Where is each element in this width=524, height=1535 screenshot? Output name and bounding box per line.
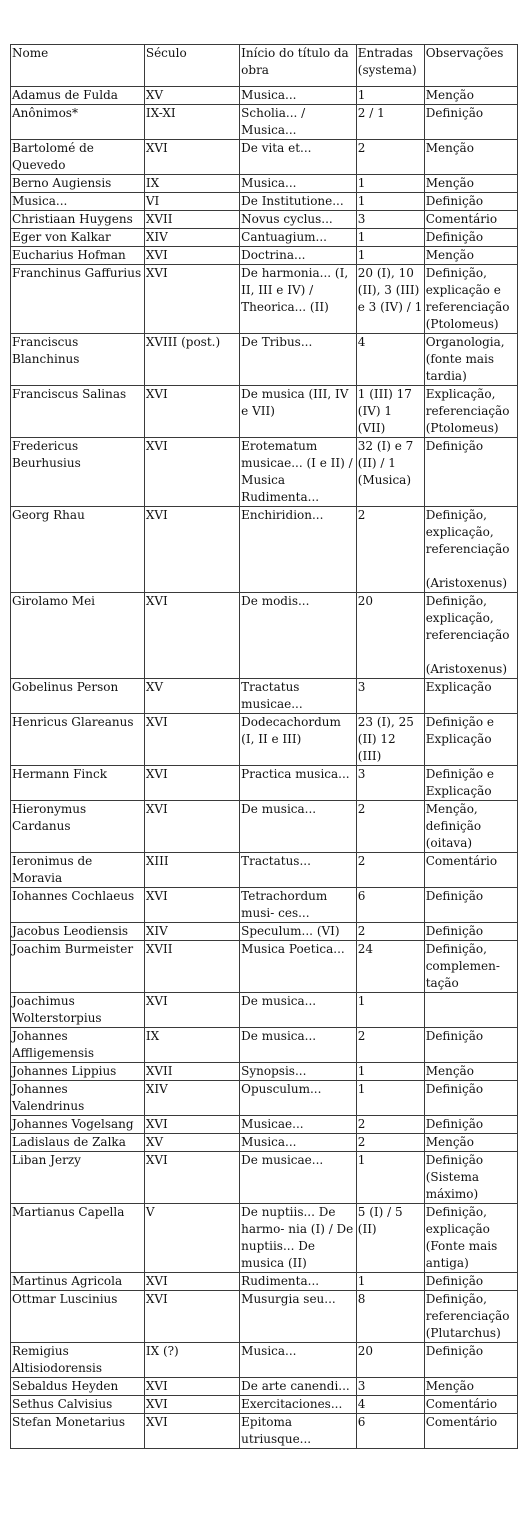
header-titulo: Início do título da obra xyxy=(240,45,357,87)
table-row xyxy=(11,1116,518,1134)
cell-titulo: De vita et... xyxy=(240,140,357,175)
table-row xyxy=(11,941,518,993)
cell-titulo: Novus cyclus... xyxy=(240,211,357,229)
cell-entradas: 1 xyxy=(356,1152,424,1204)
cell-entradas: 6 xyxy=(356,1414,424,1449)
table-body xyxy=(11,87,518,1449)
table-row xyxy=(11,265,518,334)
cell-nome: Anônimos* xyxy=(11,105,145,140)
cell-seculo: XVI xyxy=(144,1378,239,1396)
table-row xyxy=(11,1291,518,1343)
cell-nome: Musica... xyxy=(11,193,145,211)
table-row xyxy=(11,801,518,853)
cell-observacoes: Menção xyxy=(424,140,517,175)
cell-titulo: De Institutione... xyxy=(240,193,357,211)
cell-entradas: 1 xyxy=(356,1273,424,1291)
cell-titulo: Musica... xyxy=(240,1134,357,1152)
cell-observacoes: Organologia, (fonte mais tardia) xyxy=(424,334,517,386)
table-row xyxy=(11,386,518,438)
cell-nome: Martianus Capella xyxy=(11,1204,145,1273)
table-row xyxy=(11,714,518,766)
cell-titulo: De musicae... xyxy=(240,1152,357,1204)
header-observacoes: Observações xyxy=(424,45,517,87)
cell-entradas: 2 xyxy=(356,507,424,593)
table-row xyxy=(11,193,518,211)
cell-titulo: De musica... xyxy=(240,993,357,1028)
cell-seculo: XV xyxy=(144,1134,239,1152)
table-row xyxy=(11,1028,518,1063)
cell-titulo: De musica... xyxy=(240,1028,357,1063)
cell-titulo: Scholia... / Musica... xyxy=(240,105,357,140)
cell-titulo: Enchiridion... xyxy=(240,507,357,593)
cell-entradas: 1 xyxy=(356,247,424,265)
table-row xyxy=(11,888,518,923)
cell-entradas: 2 xyxy=(356,1116,424,1134)
table-row xyxy=(11,993,518,1028)
cell-entradas: 1 xyxy=(356,175,424,193)
table-row xyxy=(11,853,518,888)
cell-seculo: XIV xyxy=(144,1081,239,1116)
cell-seculo: XVI xyxy=(144,1396,239,1414)
cell-entradas: 20 xyxy=(356,1343,424,1378)
cell-observacoes: Menção xyxy=(424,1378,517,1396)
cell-observacoes: Definição xyxy=(424,1116,517,1134)
cell-nome: Franciscus Salinas xyxy=(11,386,145,438)
cell-titulo: Synopsis... xyxy=(240,1063,357,1081)
header-entradas: Entradas (systema) xyxy=(356,45,424,87)
cell-titulo: De Tribus... xyxy=(240,334,357,386)
cell-observacoes: Menção xyxy=(424,1063,517,1081)
cell-seculo: XVI xyxy=(144,1414,239,1449)
table-row xyxy=(11,507,518,593)
cell-seculo: XVI xyxy=(144,265,239,334)
cell-seculo: IX xyxy=(144,1028,239,1063)
header-nome: Nome xyxy=(11,45,145,87)
cell-seculo: XVI xyxy=(144,714,239,766)
cell-seculo: XIV xyxy=(144,229,239,247)
cell-nome: Franchinus Gaffurius xyxy=(11,265,145,334)
cell-titulo: Practica musica... xyxy=(240,766,357,801)
cell-observacoes: Definição xyxy=(424,1343,517,1378)
cell-observacoes: Definição, explicação, referenciação (Aristoxenus) xyxy=(424,507,517,593)
cell-seculo: XVI xyxy=(144,1152,239,1204)
table-row xyxy=(11,229,518,247)
cell-titulo: De harmonia... (I, II, III e IV) / Theorica... (II) xyxy=(240,265,357,334)
table-row xyxy=(11,1273,518,1291)
cell-seculo: XIII xyxy=(144,853,239,888)
cell-observacoes xyxy=(424,993,517,1028)
cell-observacoes: Definição xyxy=(424,193,517,211)
cell-titulo: De nuptiis... De harmo- nia (I) / De nuptiis... De musica (II) xyxy=(240,1204,357,1273)
table-row xyxy=(11,140,518,175)
cell-observacoes: Comentário xyxy=(424,211,517,229)
cell-observacoes: Definição xyxy=(424,1081,517,1116)
cell-observacoes: Definição, complemen- tação xyxy=(424,941,517,993)
table-header xyxy=(11,45,518,87)
table-row xyxy=(11,105,518,140)
cell-entradas: 24 xyxy=(356,941,424,993)
cell-seculo: V xyxy=(144,1204,239,1273)
cell-observacoes: Menção xyxy=(424,87,517,105)
cell-entradas: 1 xyxy=(356,87,424,105)
cell-titulo: De arte canendi... xyxy=(240,1378,357,1396)
table-row xyxy=(11,1063,518,1081)
cell-seculo: XVI xyxy=(144,766,239,801)
table-row xyxy=(11,1396,518,1414)
table-row xyxy=(11,438,518,507)
table-row xyxy=(11,211,518,229)
table-row xyxy=(11,1343,518,1378)
cell-entradas: 20 xyxy=(356,593,424,679)
header-seculo: Século xyxy=(144,45,239,87)
cell-observacoes: Menção xyxy=(424,1134,517,1152)
cell-seculo: XV xyxy=(144,679,239,714)
cell-nome: Martinus Agricola xyxy=(11,1273,145,1291)
cell-titulo: Dodecachordum (I, II e III) xyxy=(240,714,357,766)
table-row xyxy=(11,175,518,193)
cell-titulo: Tractatus musicae... xyxy=(240,679,357,714)
cell-entradas: 2 xyxy=(356,140,424,175)
cell-entradas: 32 (I) e 7 (II) / 1 (Musica) xyxy=(356,438,424,507)
table-row xyxy=(11,1204,518,1273)
cell-titulo: Cantuagium... xyxy=(240,229,357,247)
cell-titulo: De modis... xyxy=(240,593,357,679)
cell-nome: Gobelinus Person xyxy=(11,679,145,714)
cell-observacoes: Definição e Explicação xyxy=(424,766,517,801)
cell-seculo: XV xyxy=(144,87,239,105)
cell-observacoes: Definição xyxy=(424,888,517,923)
document-table-container xyxy=(10,44,518,1449)
cell-seculo: XVI xyxy=(144,1273,239,1291)
cell-observacoes: Comentário xyxy=(424,853,517,888)
treatise-table xyxy=(10,44,518,1449)
cell-entradas: 23 (I), 25 (II) 12 (III) xyxy=(356,714,424,766)
cell-nome: Ieronimus de Moravia xyxy=(11,853,145,888)
cell-observacoes: Menção, definição (oitava) xyxy=(424,801,517,853)
cell-nome: Bartolomé de Quevedo xyxy=(11,140,145,175)
cell-nome: Eucharius Hofman xyxy=(11,247,145,265)
cell-titulo: Tractatus... xyxy=(240,853,357,888)
cell-entradas: 4 xyxy=(356,334,424,386)
cell-titulo: Erotematum musicae... (I e II) / Musica Rudimenta... xyxy=(240,438,357,507)
table-row xyxy=(11,87,518,105)
cell-entradas: 1 xyxy=(356,1081,424,1116)
cell-observacoes: Definição xyxy=(424,1028,517,1063)
cell-titulo: Musica... xyxy=(240,87,357,105)
cell-nome: Fredericus Beurhusius xyxy=(11,438,145,507)
cell-entradas: 3 xyxy=(356,211,424,229)
cell-observacoes: Definição, referenciação (Plutarchus) xyxy=(424,1291,517,1343)
cell-observacoes: Comentário xyxy=(424,1396,517,1414)
cell-seculo: IX-XI xyxy=(144,105,239,140)
cell-nome: Christiaan Huygens xyxy=(11,211,145,229)
cell-nome: Liban Jerzy xyxy=(11,1152,145,1204)
cell-observacoes: Definição xyxy=(424,1273,517,1291)
cell-seculo: XVI xyxy=(144,1116,239,1134)
cell-nome: Girolamo Mei xyxy=(11,593,145,679)
cell-seculo: XVI xyxy=(144,247,239,265)
table-row xyxy=(11,1378,518,1396)
cell-entradas: 1 xyxy=(356,193,424,211)
cell-entradas: 3 xyxy=(356,766,424,801)
cell-nome: Johannes Lippius xyxy=(11,1063,145,1081)
cell-nome: Henricus Glareanus xyxy=(11,714,145,766)
cell-entradas: 4 xyxy=(356,1396,424,1414)
cell-observacoes: Comentário xyxy=(424,1414,517,1449)
cell-seculo: XVII xyxy=(144,1063,239,1081)
table-row xyxy=(11,1152,518,1204)
table-row xyxy=(11,1134,518,1152)
cell-entradas: 1 xyxy=(356,229,424,247)
cell-observacoes: Definição, explicação (Fonte mais antiga) xyxy=(424,1204,517,1273)
cell-entradas: 2 xyxy=(356,853,424,888)
cell-seculo: XVI xyxy=(144,386,239,438)
cell-entradas: 1 xyxy=(356,993,424,1028)
table-row xyxy=(11,593,518,679)
cell-titulo: De musica (III, IV e VII) xyxy=(240,386,357,438)
cell-seculo: XVIII (post.) xyxy=(144,334,239,386)
cell-seculo: XVI xyxy=(144,888,239,923)
cell-observacoes: Definição xyxy=(424,105,517,140)
cell-observacoes: Menção xyxy=(424,175,517,193)
cell-seculo: XVI xyxy=(144,593,239,679)
cell-titulo: De musica... xyxy=(240,801,357,853)
cell-seculo: XVI xyxy=(144,993,239,1028)
cell-seculo: IX (?) xyxy=(144,1343,239,1378)
cell-titulo: Doctrina... xyxy=(240,247,357,265)
cell-nome: Iohannes Cochlaeus xyxy=(11,888,145,923)
cell-nome: Georg Rhau xyxy=(11,507,145,593)
cell-nome: Stefan Monetarius xyxy=(11,1414,145,1449)
cell-observacoes: Definição xyxy=(424,229,517,247)
table-row xyxy=(11,1081,518,1116)
cell-nome: Berno Augiensis xyxy=(11,175,145,193)
cell-entradas: 8 xyxy=(356,1291,424,1343)
cell-observacoes: Definição, explicação e referenciação (Ptolomeus) xyxy=(424,265,517,334)
cell-titulo: Musica... xyxy=(240,1343,357,1378)
table-row xyxy=(11,766,518,801)
cell-titulo: Tetrachordum musi- ces... xyxy=(240,888,357,923)
table-row xyxy=(11,247,518,265)
cell-nome: Hieronymus Cardanus xyxy=(11,801,145,853)
cell-entradas: 1 (III) 17 (IV) 1 (VII) xyxy=(356,386,424,438)
cell-seculo: VI xyxy=(144,193,239,211)
cell-titulo: Opusculum... xyxy=(240,1081,357,1116)
cell-observacoes: Definição xyxy=(424,923,517,941)
cell-titulo: Exercitaciones... xyxy=(240,1396,357,1414)
cell-entradas: 5 (I) / 5 (II) xyxy=(356,1204,424,1273)
cell-entradas: 20 (I), 10 (II), 3 (III) e 3 (IV) / 1 xyxy=(356,265,424,334)
header-row xyxy=(11,45,518,87)
cell-seculo: XVI xyxy=(144,438,239,507)
cell-nome: Hermann Finck xyxy=(11,766,145,801)
cell-observacoes: Definição, explicação, referenciação (Aristoxenus) xyxy=(424,593,517,679)
cell-entradas: 3 xyxy=(356,679,424,714)
cell-entradas: 2 xyxy=(356,923,424,941)
cell-titulo: Musicae... xyxy=(240,1116,357,1134)
cell-seculo: XVI xyxy=(144,140,239,175)
cell-nome: Adamus de Fulda xyxy=(11,87,145,105)
cell-observacoes: Explicação, referenciação (Ptolomeus) xyxy=(424,386,517,438)
cell-nome: Eger von Kalkar xyxy=(11,229,145,247)
cell-nome: Johannes Valendrinus xyxy=(11,1081,145,1116)
cell-observacoes: Menção xyxy=(424,247,517,265)
cell-seculo: XVII xyxy=(144,211,239,229)
cell-seculo: XVI xyxy=(144,1291,239,1343)
table-row xyxy=(11,1414,518,1449)
cell-nome: Remigius Altisiodorensis xyxy=(11,1343,145,1378)
cell-observacoes: Definição xyxy=(424,438,517,507)
cell-titulo: Speculum... (VI) xyxy=(240,923,357,941)
cell-seculo: XVI xyxy=(144,801,239,853)
cell-titulo: Musica Poetica... xyxy=(240,941,357,993)
cell-entradas: 2 / 1 xyxy=(356,105,424,140)
cell-nome: Ottmar Luscinius xyxy=(11,1291,145,1343)
cell-observacoes: Definição e Explicação xyxy=(424,714,517,766)
cell-nome: Ladislaus de Zalka xyxy=(11,1134,145,1152)
cell-nome: Joachim Burmeister xyxy=(11,941,145,993)
cell-titulo: Musica... xyxy=(240,175,357,193)
cell-entradas: 6 xyxy=(356,888,424,923)
cell-nome: Johannes Affligemensis xyxy=(11,1028,145,1063)
cell-nome: Johannes Vogelsang xyxy=(11,1116,145,1134)
cell-seculo: XIV xyxy=(144,923,239,941)
cell-entradas: 3 xyxy=(356,1378,424,1396)
cell-seculo: XVI xyxy=(144,507,239,593)
cell-entradas: 2 xyxy=(356,1134,424,1152)
cell-nome: Sebaldus Heyden xyxy=(11,1378,145,1396)
cell-titulo: Epitoma utriusque... xyxy=(240,1414,357,1449)
table-row xyxy=(11,334,518,386)
cell-titulo: Musurgia seu... xyxy=(240,1291,357,1343)
table-row xyxy=(11,923,518,941)
cell-observacoes: Explicação xyxy=(424,679,517,714)
cell-entradas: 1 xyxy=(356,1063,424,1081)
cell-titulo: Rudimenta... xyxy=(240,1273,357,1291)
table-row xyxy=(11,679,518,714)
cell-nome: Jacobus Leodiensis xyxy=(11,923,145,941)
cell-nome: Joachimus Wolterstorpius xyxy=(11,993,145,1028)
cell-seculo: XVII xyxy=(144,941,239,993)
cell-entradas: 2 xyxy=(356,801,424,853)
cell-observacoes: Definição (Sistema máximo) xyxy=(424,1152,517,1204)
cell-nome: Sethus Calvisius xyxy=(11,1396,145,1414)
cell-nome: Franciscus Blanchinus xyxy=(11,334,145,386)
cell-seculo: IX xyxy=(144,175,239,193)
cell-entradas: 2 xyxy=(356,1028,424,1063)
